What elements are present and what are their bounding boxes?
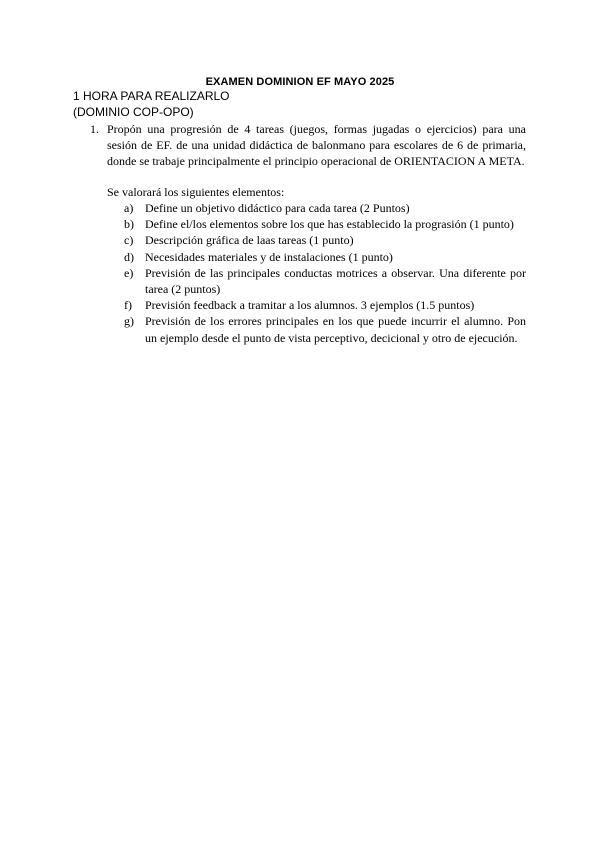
criteria-intro: Se valorará los siguientes elementos: [107, 185, 285, 199]
item-text: Previsión de las principales conductas motrices a observar. Una diferente por tarea (2 puntos) [145, 265, 526, 297]
item-text: Define un objetivo didáctico para cada tarea (2 Puntos) [145, 201, 410, 215]
item-label: b) [124, 217, 134, 232]
exam-title: EXAMEN DOMINION EF MAYO 2025 [205, 76, 395, 88]
item-label: f) [124, 298, 132, 313]
criteria-item [107, 216, 526, 232]
item-text: Previsión de los errores principales en los que puede incurrir el alumno. Pon un ejemplo desde el punto de vista perceptivo, decicional y otro de ejecución. [145, 314, 526, 345]
duration-line: 1 HORA PARA REALIZARLO [73, 89, 230, 103]
item-label: a) [124, 201, 134, 215]
item-label: e) [124, 265, 134, 280]
item-text: Descripción gráfica de laas tareas (1 punto) [145, 233, 354, 248]
criteria-item [107, 265, 526, 297]
item-text: Previsión feedback a tramitar a los alumnos. 3 ejemplos (1.5 puntos) [145, 298, 475, 313]
criteria-item [107, 297, 526, 313]
item-label: c) [124, 233, 134, 248]
criteria-item [107, 313, 526, 345]
item-label: g) [124, 314, 134, 329]
question-text: Propón una progresión de 4 tareas (juegos, formas jugadas o ejercicios) para una sesión de EF. de una unidad didáctica de balonmano para escolares de 6 de primaria, donde se trabaje principalmente el principio operacional de ORIENTACION A META. [107, 122, 526, 169]
item-label: d) [124, 249, 134, 264]
question-number: 1. [90, 122, 99, 136]
criteria-item [107, 232, 526, 248]
criteria-list [107, 200, 526, 346]
item-text: Necesidades materiales y de instalaciones (1 punto) [145, 249, 393, 264]
domain-line: (DOMINIO COP-OPO) [73, 105, 194, 119]
criteria-item [107, 249, 526, 265]
item-text: Define el/los elementos sobre los que has establecido la prograsión (1 punto) [145, 217, 514, 232]
criteria-item [107, 200, 526, 216]
